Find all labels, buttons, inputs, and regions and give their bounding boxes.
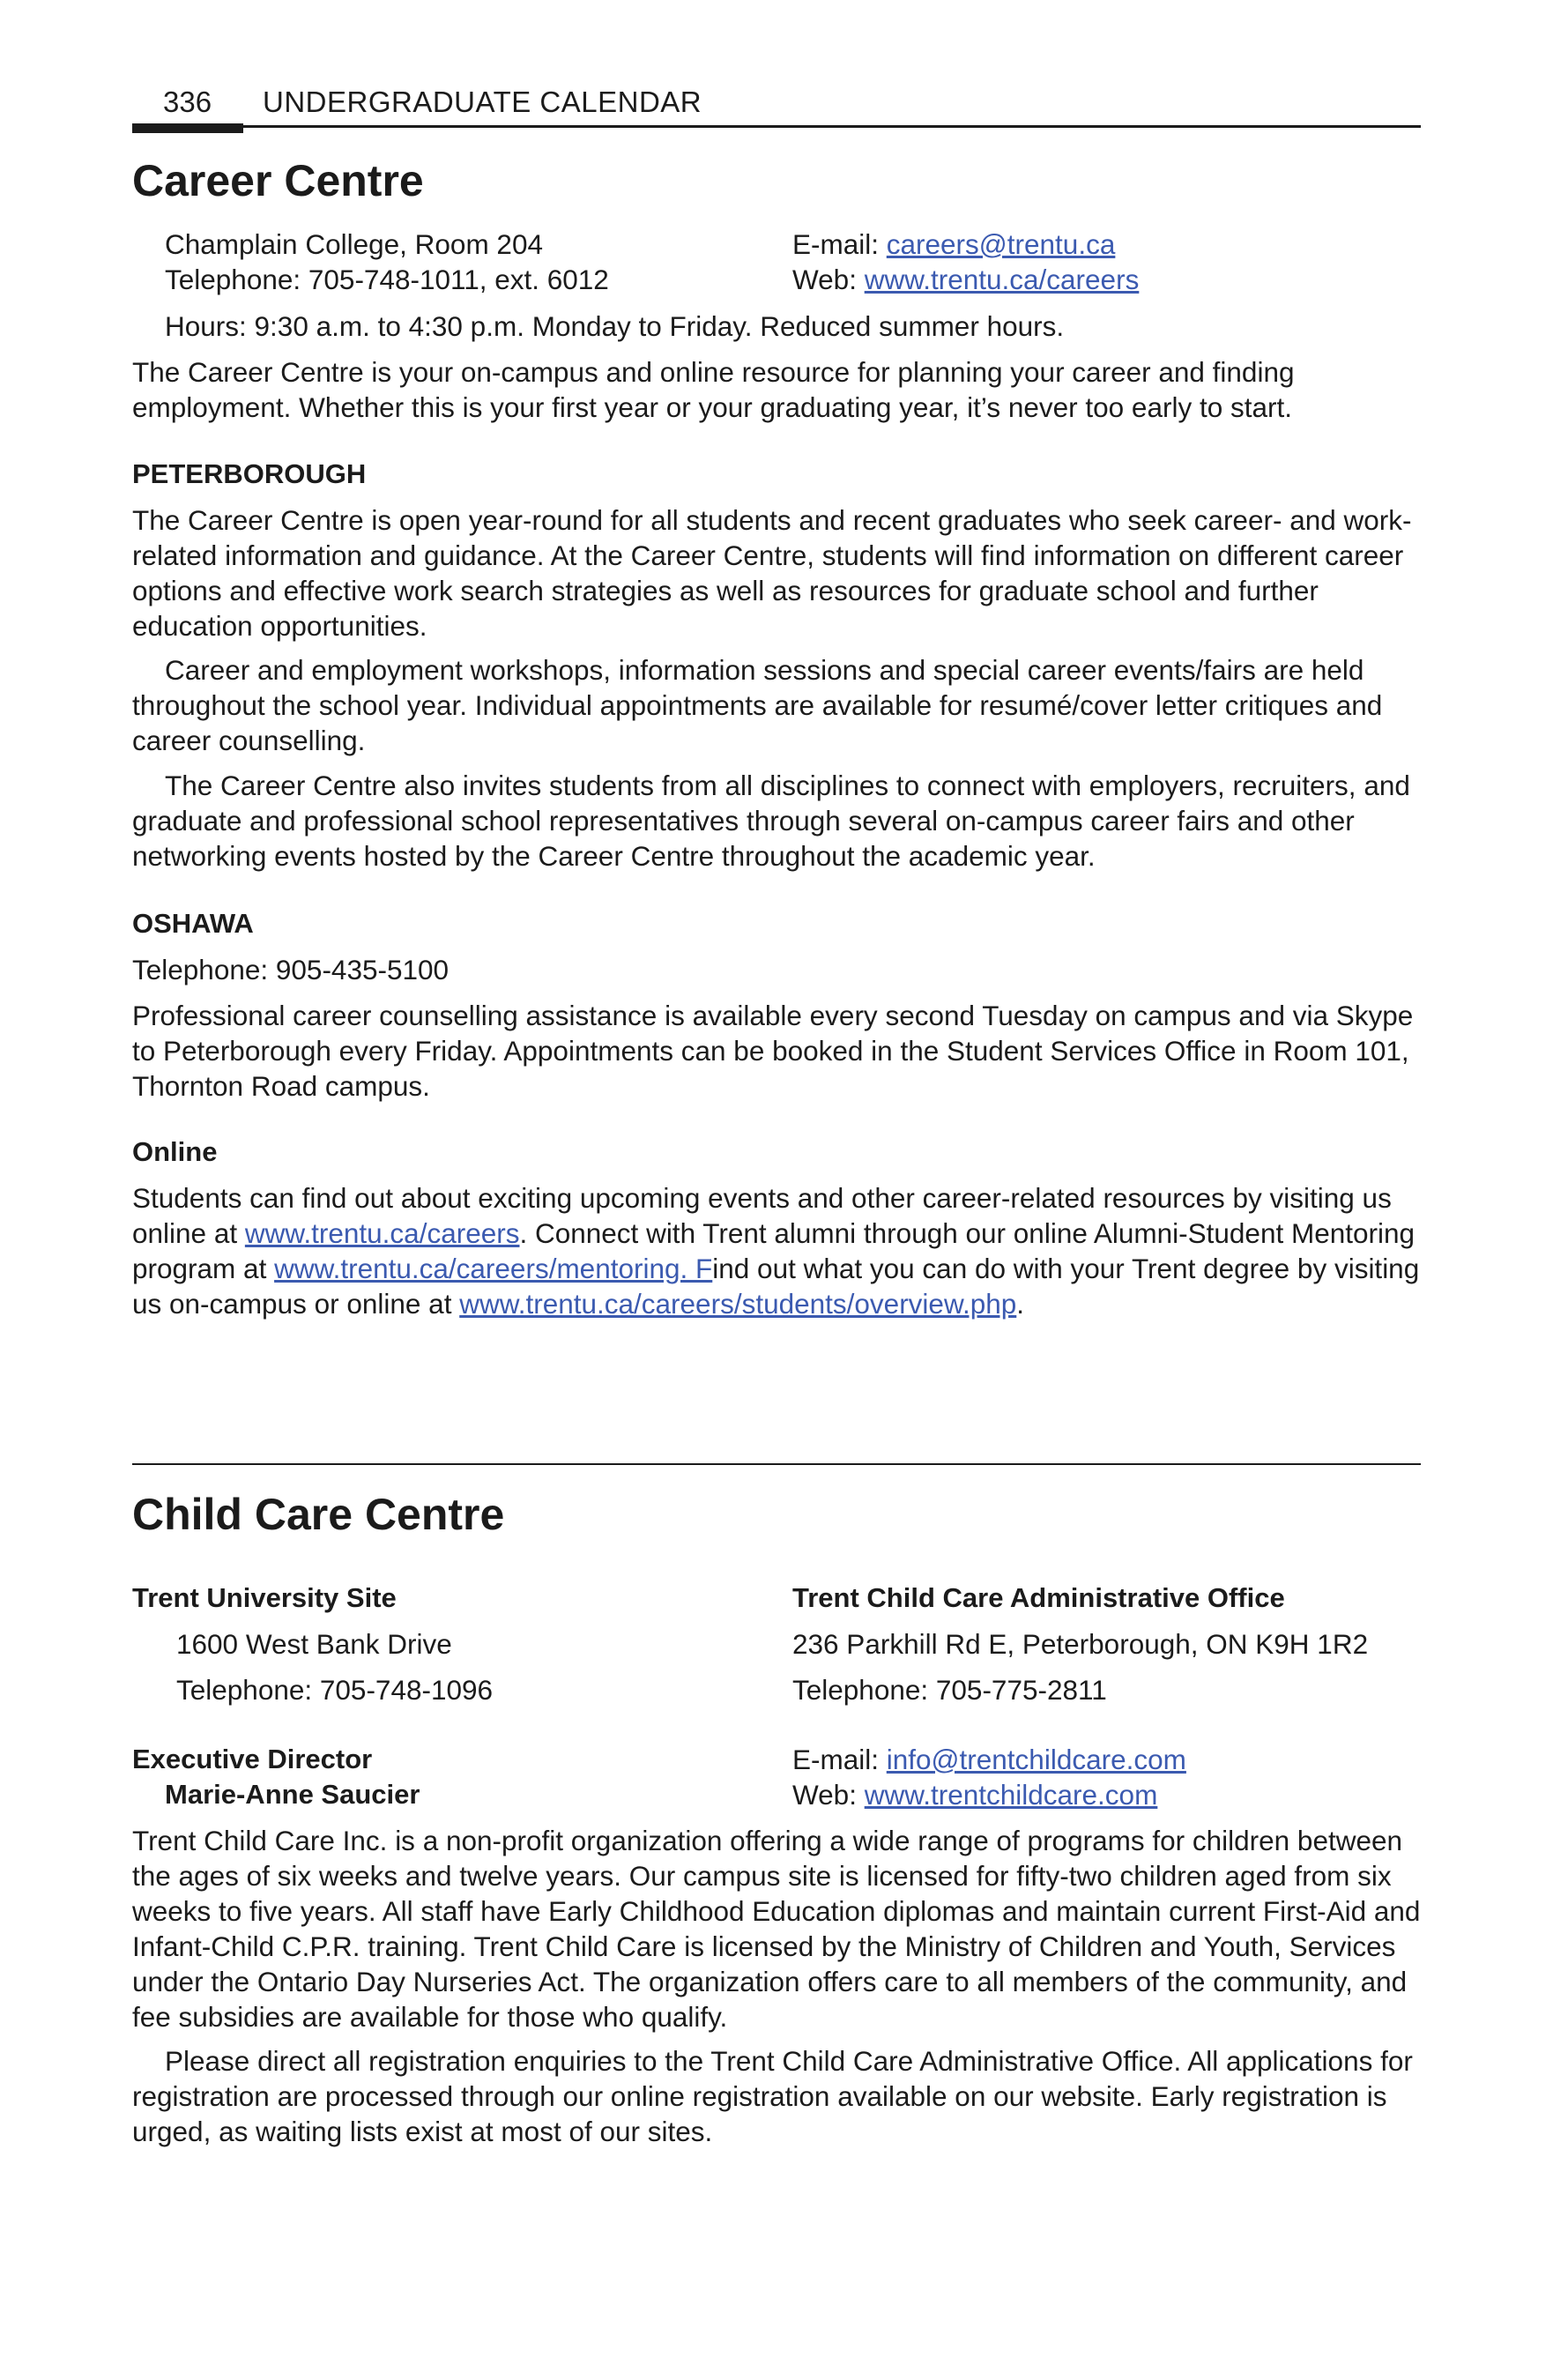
oshawa-heading: OSHAWA	[132, 908, 254, 939]
career-telephone: Telephone: 705-748-1011, ext. 6012	[165, 264, 609, 295]
childcare-paragraph-2: Please direct all registration enquiries to the Trent Child Care Administrative Office. All applications for registration are processed through our online registration available on our website. Early registration is urged, as waiting lists exist at most of our sites.	[132, 2045, 1413, 2147]
career-intro: The Career Centre is your on-campus and online resource for planning your career and finding employment. Whether this is your first year or your graduating year, it’s never too early to start.	[132, 356, 1295, 423]
childcare-email-line	[792, 1742, 1186, 1777]
section-divider	[132, 1463, 1421, 1465]
director-heading: Executive Director	[132, 1744, 373, 1774]
childcare-web-line	[792, 1777, 1186, 1812]
online-heading: Online	[132, 1136, 218, 1167]
career-hours: Hours: 9:30 a.m. to 4:30 p.m. Monday to Friday. Reduced summer hours.	[165, 310, 1065, 342]
oshawa-telephone: Telephone: 905-435-5100	[132, 954, 450, 985]
oshawa-paragraph: Professional career counselling assistance is available every second Tuesday on campus and via Skype to Peterborough every Friday. Appointments can be booked in the Student Services Office in Room 101, Thornton Road campus.	[132, 1000, 1414, 1102]
child-care-title: Child Care Centre	[132, 1490, 505, 1539]
running-header	[132, 83, 1421, 134]
peterborough-paragraph-1: The Career Centre is open year-round for all students and recent graduates who seek career- and work-related information and guidance. At the Career Centre, students will find information on different career options and effective work search strategies as well as resources for graduate school and further education opportunities.	[132, 504, 1412, 642]
childcare-contact-block	[132, 1580, 1421, 1713]
career-email-label: E-mail:	[792, 228, 887, 260]
childcare-online-column	[792, 1742, 1186, 1812]
childcare-admin-address: 236 Parkhill Rd E, Peterborough, ON K9H 1R2	[792, 1628, 1369, 1660]
online-text-2: . Connect with Trent alumni through our online Alumni-Student Mentoring program at	[132, 1217, 1416, 1284]
career-contact-block	[132, 227, 1421, 297]
online-text-3: ind out what you can do with your Trent degree by visiting us on-campus or online at	[132, 1253, 1420, 1320]
career-email-link[interactable]: careers@trentu.ca	[886, 228, 1116, 260]
childcare-admin-column	[792, 1580, 1368, 1707]
childcare-admin-telephone: Telephone: 705-775-2811	[792, 1674, 1107, 1706]
header-tab-bar	[132, 123, 243, 133]
peterborough-heading: PETERBOROUGH	[132, 458, 367, 489]
childcare-site-column	[132, 1580, 493, 1707]
career-web-link[interactable]: www.trentu.ca/careers	[864, 264, 1140, 295]
online-text-1: Students can find out about exciting upcoming events and other career-related resources by visiting us online at	[132, 1182, 1392, 1249]
director-name: Marie-Anne Saucier	[165, 1779, 420, 1810]
online-text-4: .	[1016, 1288, 1025, 1320]
running-header-title: UNDERGRADUATE CALENDAR	[263, 86, 702, 118]
childcare-site-address: 1600 West Bank Drive	[176, 1628, 452, 1660]
childcare-paragraph-1: Trent Child Care Inc. is a non-profit organization offering a wide range of programs for children between the ages of six weeks and twelve years. Our campus site is licensed for fifty-two children aged from six weeks to five years. All staff have Early Childhood Education diplomas and maintain current First-Aid and Infant-Child C.P.R. training. Trent Child Care is licensed by the Ministry of Children and Youth, Services under the Ontario Day Nurseries Act. The organization offers care to all members of the community, and fee subsidies are available for those who qualify.	[132, 1825, 1421, 2033]
career-contact-left	[165, 227, 609, 297]
childcare-email-label: E-mail:	[792, 1744, 887, 1775]
online-overview-link[interactable]: www.trentu.ca/careers/students/overview.php	[459, 1288, 1017, 1320]
header-rule	[243, 125, 1421, 128]
page-number: 336	[163, 86, 212, 118]
career-location: Champlain College, Room 204	[165, 228, 543, 260]
childcare-admin-heading: Trent Child Care Administrative Office	[792, 1582, 1285, 1613]
childcare-web-link[interactable]: www.trentchildcare.com	[864, 1779, 1158, 1811]
career-contact-right	[792, 227, 1139, 297]
childcare-director-block	[132, 1742, 1421, 1812]
peterborough-paragraph-3: The Career Centre also invites students from all disciplines to connect with employers, recruiters, and graduate and professional school representatives through several on-campus career fairs and other networking events hosted by the Career Centre throughout the academic year.	[132, 770, 1410, 872]
childcare-web-label: Web:	[792, 1779, 865, 1811]
career-web-label: Web:	[792, 264, 865, 295]
childcare-email-link[interactable]: info@trentchildcare.com	[886, 1744, 1186, 1775]
director-column	[132, 1742, 420, 1812]
peterborough-paragraph-2: Career and employment workshops, information sessions and special career events/fairs are held throughout the school year. Individual appointments are available for resumé/cover letter critiques and career counselling.	[132, 654, 1383, 756]
career-email-line	[792, 227, 1139, 262]
online-paragraph	[132, 1180, 1421, 1321]
career-web-line	[792, 262, 1139, 297]
childcare-site-heading: Trent University Site	[132, 1582, 397, 1613]
childcare-site-telephone: Telephone: 705-748-1096	[176, 1674, 494, 1706]
online-mentoring-link[interactable]: www.trentu.ca/careers/mentoring. F	[274, 1253, 713, 1284]
career-centre-title: Career Centre	[132, 156, 424, 205]
online-careers-link[interactable]: www.trentu.ca/careers	[244, 1217, 520, 1249]
